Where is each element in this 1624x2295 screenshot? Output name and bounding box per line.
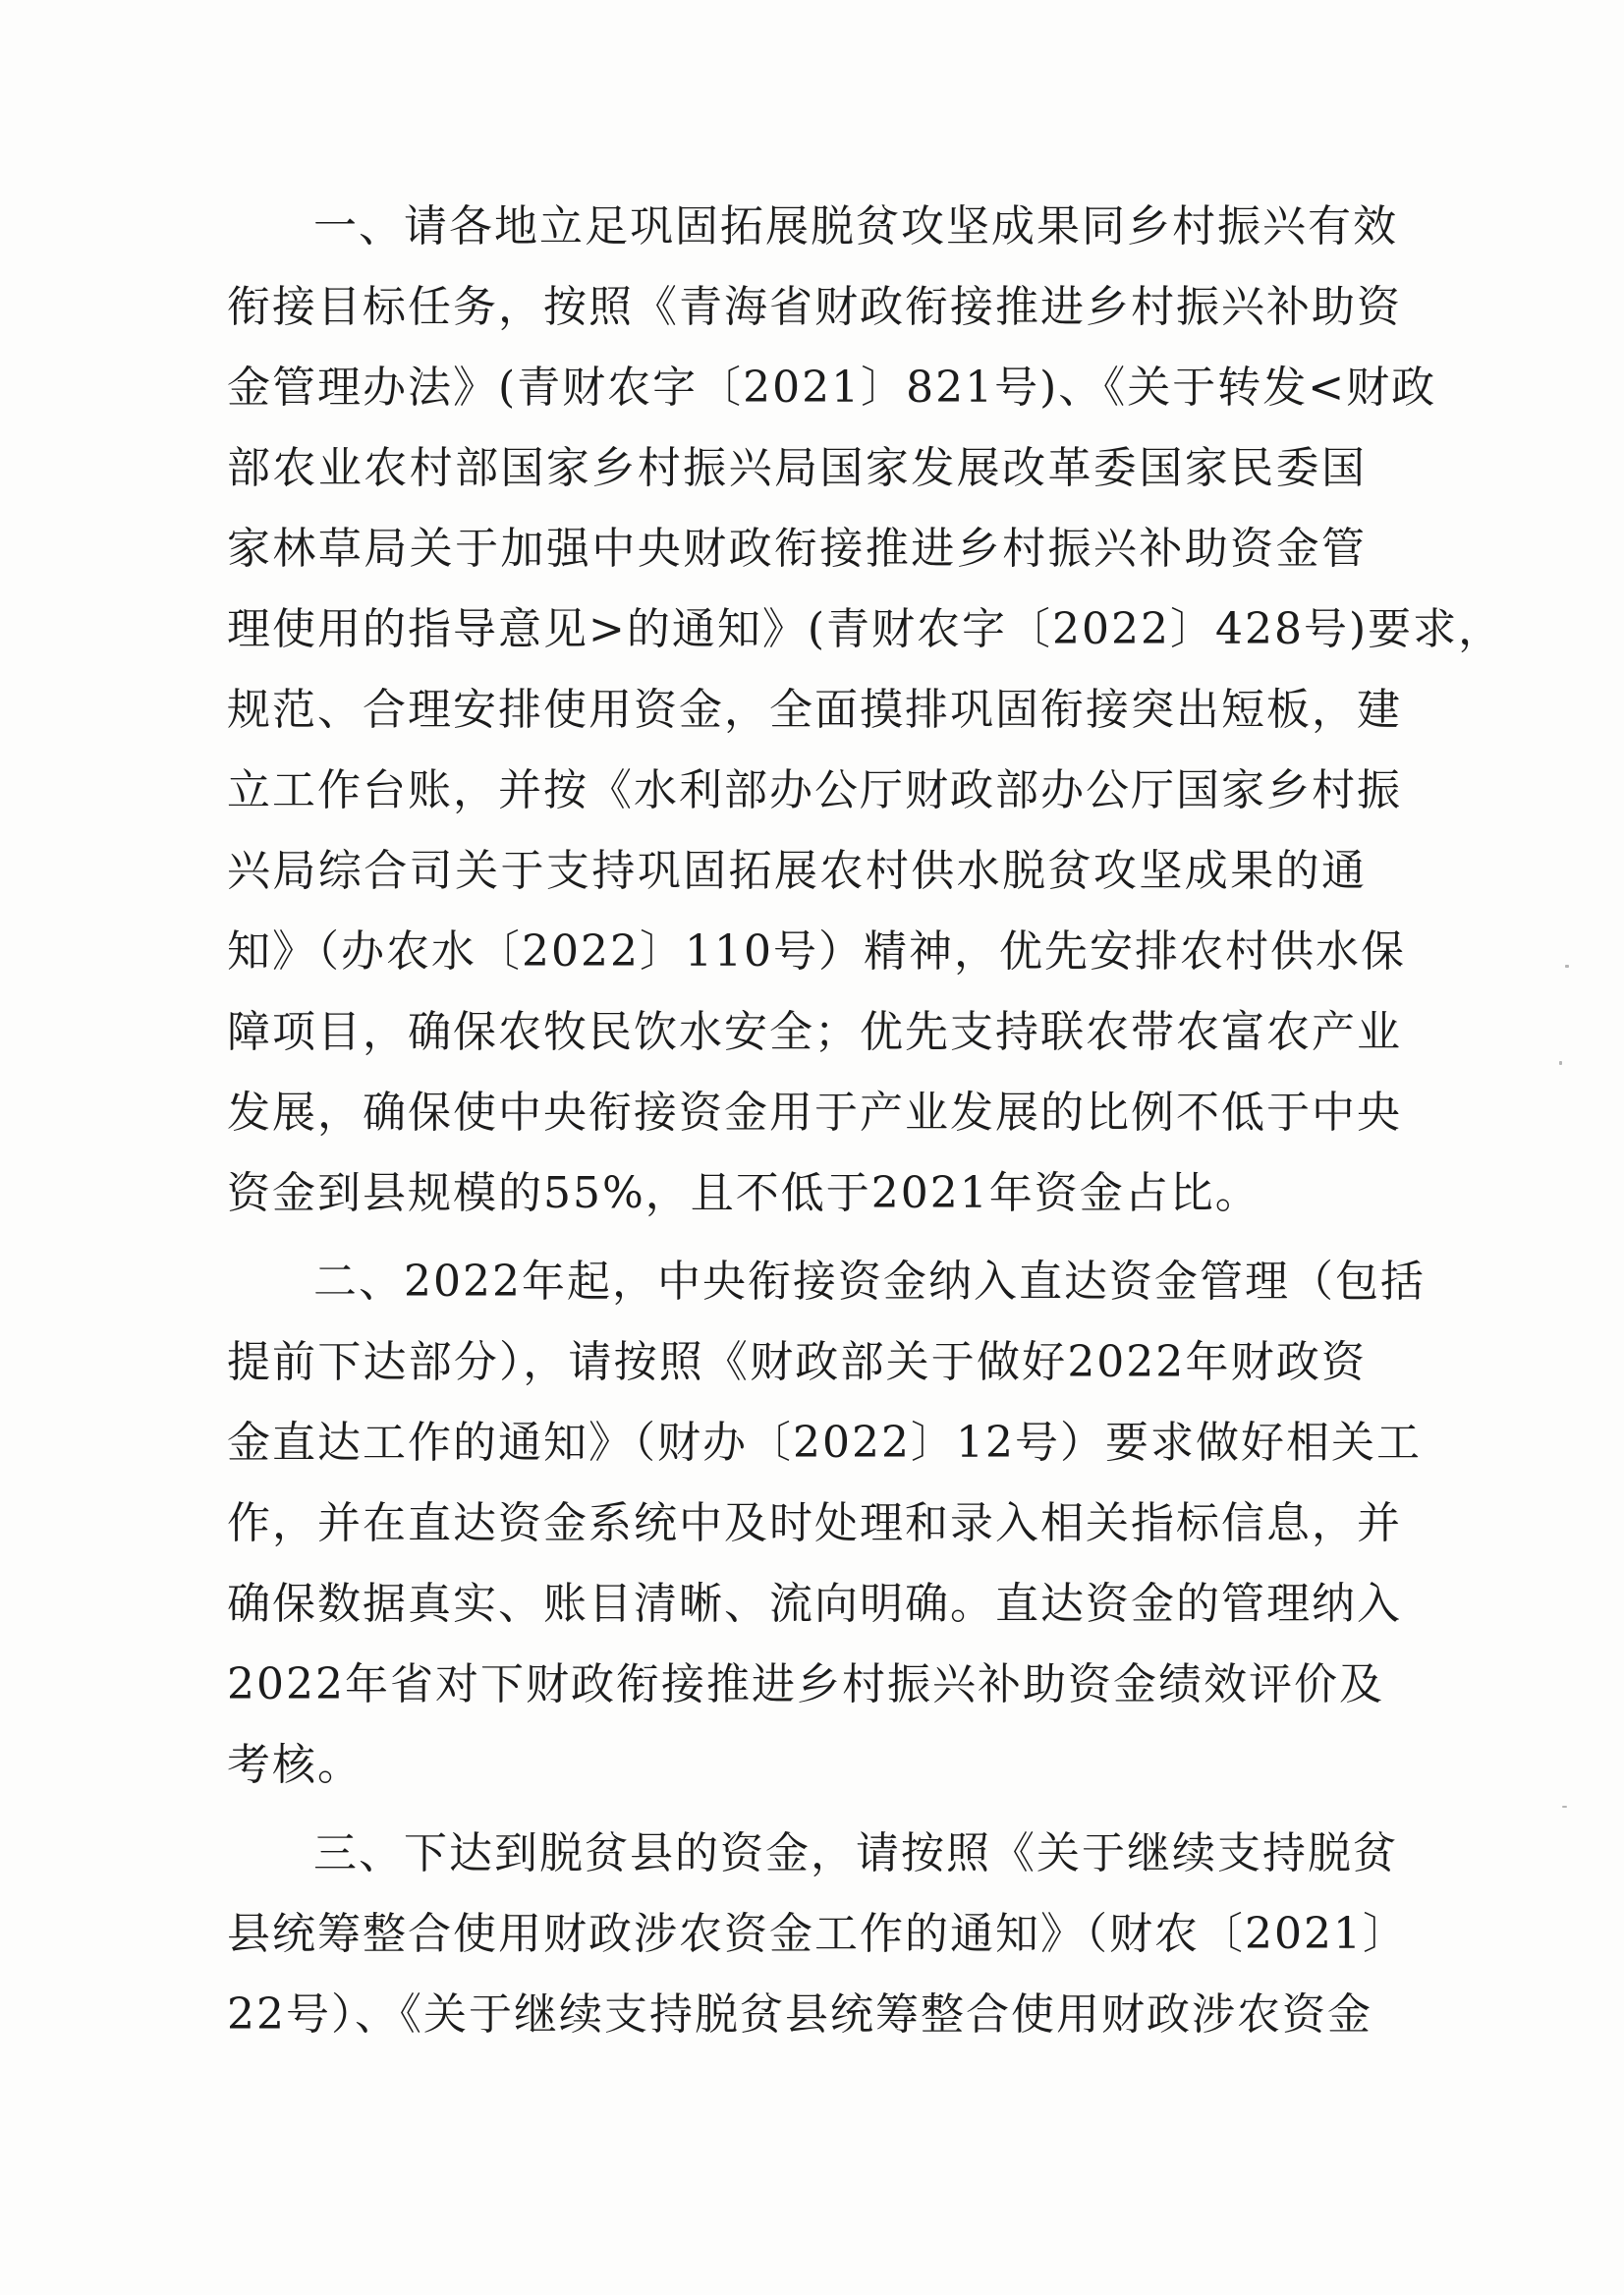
- paragraph-line: 二、2022年起，中央衔接资金纳入直达资金管理（包括: [313, 1257, 1426, 1307]
- paragraph-gap: [227, 1806, 1367, 1814]
- paragraph-gap: [227, 1234, 1367, 1242]
- paragraph-line: 2022年省对下财政衔接推进乡村振兴补助资金绩效评价及: [227, 1659, 1384, 1709]
- paragraph-line: 三、下达到脱贫县的资金，请按照《关于继续支持脱贫: [313, 1828, 1398, 1878]
- paragraph-line: 规范、合理安排使用资金，全面摸排巩固衔接突出短板，建: [227, 685, 1402, 735]
- paragraph-1: [227, 187, 1504, 1234]
- scan-speck: [1559, 1061, 1562, 1065]
- paragraph-line: 部农业农村部国家乡村振兴局国家发展改革委国家民委国: [227, 443, 1367, 493]
- paragraph-line: 衔接目标任务，按照《青海省财政衔接推进乡村振兴补助资: [227, 282, 1402, 332]
- paragraph-line: 障项目，确保农牧民饮水安全；优先支持联农带农富农产业: [227, 1007, 1402, 1057]
- paragraph-line: 金直达工作的通知》（财办〔2022〕12号）要求做好相关工: [227, 1418, 1422, 1468]
- paragraph-line: 资金到县规模的55%，且不低于2021年资金占比。: [227, 1168, 1260, 1218]
- paragraph-line: 22号）、《关于继续支持脱贫县统筹整合使用财政涉农资金: [227, 1989, 1372, 2040]
- paragraph-line: 立工作台账，并按《水利部办公厅财政部办公厅国家乡村振: [227, 765, 1402, 815]
- paragraph-line: 县统筹整合使用财政涉农资金工作的通知》（财农〔2021〕: [227, 1909, 1408, 1959]
- scan-speck: [1565, 965, 1569, 968]
- paragraph-line: 确保数据真实、账目清晰、流向明确。直达资金的管理纳入: [227, 1579, 1402, 1629]
- paragraph-line: 金管理办法》(青财农字〔2021〕821号)、《关于转发<财政: [227, 363, 1437, 413]
- paragraph-line: 提前下达部分），请按照《财政部关于做好2022年财政资: [227, 1337, 1367, 1387]
- paragraph-line: 家林草局关于加强中央财政衔接推进乡村振兴补助资金管: [227, 524, 1367, 574]
- paragraph-line: 作，并在直达资金系统中及时处理和录入相关指标信息，并: [227, 1498, 1402, 1548]
- paragraph-3: [227, 1814, 1408, 2055]
- paragraph-line: 一、请各地立足巩固拓展脱贫攻坚成果同乡村振兴有效: [313, 201, 1398, 252]
- document-body: [227, 187, 1504, 2055]
- paragraph-line: 知》（办农水〔2022〕110号）精神，优先安排农村供水保: [227, 926, 1406, 977]
- scan-speck: [1562, 1806, 1567, 1808]
- paragraph-2: [227, 1242, 1426, 1806]
- paragraph-line: 理使用的指导意见>的通知》(青财农字〔2022〕428号)要求，: [227, 604, 1504, 654]
- paragraph-line: 发展，确保使中央衔接资金用于产业发展的比例不低于中央: [227, 1088, 1402, 1138]
- paragraph-line: 考核。: [227, 1740, 363, 1790]
- paragraph-line: 兴局综合司关于支持巩固拓展农村供水脱贫攻坚成果的通: [227, 846, 1367, 896]
